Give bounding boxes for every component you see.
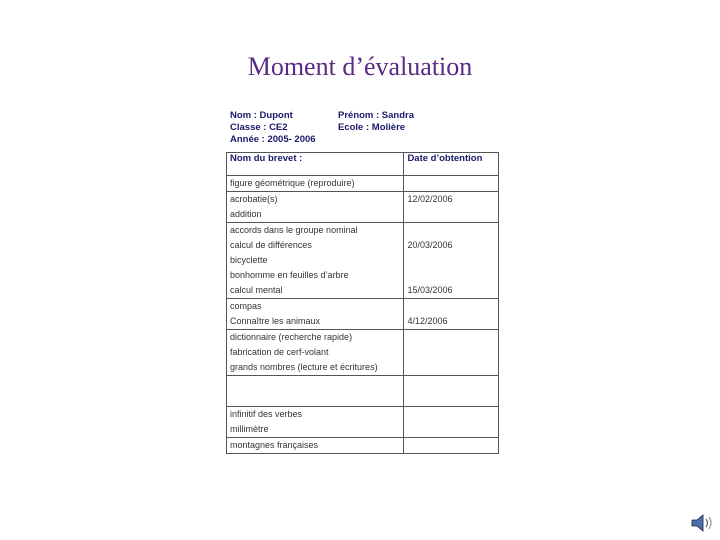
brevet-name: figure géométrique (reproduire) — [230, 178, 355, 188]
table-row — [227, 407, 499, 438]
brevet-date — [407, 376, 495, 391]
brevet-date: 12/02/2006 — [407, 194, 453, 204]
brevet-name-cell — [227, 223, 404, 299]
brevet-name: millimètre — [230, 424, 269, 434]
column-header-name: Nom du brevet : — [227, 153, 404, 176]
brevet-date: 15/03/2006 — [407, 285, 453, 295]
student-name: Nom : Dupont — [230, 110, 293, 121]
brevet-name: montagnes françaises — [230, 440, 319, 450]
student-firstname: Prénom : Sandra — [338, 110, 415, 121]
table-row — [227, 299, 499, 330]
student-school: Ecole : Molière — [338, 122, 406, 133]
brevet-name-cell — [227, 192, 404, 223]
table-row — [227, 330, 499, 376]
student-class: Classe : CE2 — [230, 122, 288, 133]
brevet-date — [407, 330, 495, 345]
brevet-name: bicyclette — [230, 255, 268, 265]
brevet-date — [407, 407, 495, 422]
brevet-name-cell — [227, 407, 404, 438]
brevet-date — [407, 253, 495, 268]
brevet-name: dictionnaire (recherche rapide) — [230, 332, 353, 342]
brevet-name: accords dans le groupe nominal — [230, 225, 358, 235]
brevet-name: addition — [230, 209, 262, 219]
brevet-name-cell — [227, 438, 404, 454]
brevet-date-cell — [404, 223, 499, 299]
brevet-name-cell — [227, 176, 404, 192]
brevet-date — [407, 268, 495, 283]
brevet-date-cell — [404, 192, 499, 223]
brevet-date: 20/03/2006 — [407, 240, 453, 250]
brevet-name-cell — [227, 376, 404, 407]
brevet-name: grands nombres (lecture et écritures) — [230, 362, 378, 372]
brevet-date — [407, 223, 495, 238]
brevet-name: fabrication de cerf-volant — [230, 347, 329, 357]
speaker-icon[interactable] — [690, 510, 716, 536]
brevet-date-cell — [404, 176, 499, 192]
brevets-table — [226, 152, 499, 454]
table-row — [227, 438, 499, 454]
brevet-date-cell — [404, 299, 499, 330]
brevet-name: infinitif des verbes — [230, 409, 303, 419]
brevet-date — [407, 438, 495, 453]
brevet-name: compas — [230, 301, 262, 311]
brevet-name-cell — [227, 299, 404, 330]
table-row — [227, 223, 499, 299]
brevet-date: 4/12/2006 — [407, 316, 448, 326]
brevet-name — [230, 391, 400, 406]
brevet-name-cell — [227, 330, 404, 376]
brevet-date — [407, 176, 495, 191]
brevet-name: Connaître les animaux — [230, 316, 321, 326]
student-header — [230, 110, 500, 146]
brevet-name — [230, 376, 400, 391]
brevet-date — [407, 299, 495, 314]
brevet-date-cell — [404, 376, 499, 407]
brevet-name: bonhomme en feuilles d’arbre — [230, 270, 349, 280]
table-row — [227, 192, 499, 223]
table-row — [227, 176, 499, 192]
brevet-date-cell — [404, 330, 499, 376]
brevet-name: acrobatie(s) — [230, 194, 278, 204]
brevet-date-cell — [404, 407, 499, 438]
table-row — [227, 376, 499, 407]
brevet-name: calcul mental — [230, 285, 283, 295]
slide-title: Moment d’évaluation — [247, 52, 473, 81]
brevet-name: calcul de différences — [230, 240, 312, 250]
brevet-date-cell — [404, 438, 499, 454]
column-header-date: Date d’obtention — [404, 153, 499, 176]
school-year: Année : 2005- 2006 — [230, 134, 316, 145]
